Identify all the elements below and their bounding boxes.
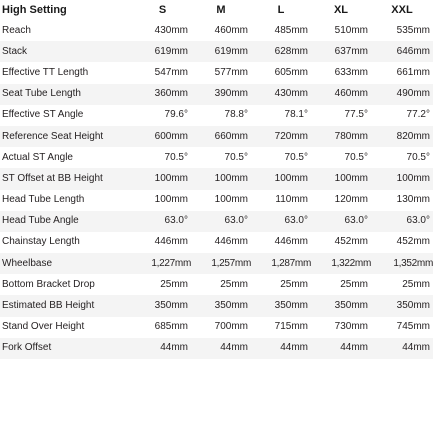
cell-s: 100mm: [134, 168, 191, 189]
table-row: [0, 147, 433, 168]
cell-xl: 510mm: [334, 24, 368, 36]
header-size-l: L: [277, 3, 285, 16]
cell-m: 390mm: [191, 84, 251, 105]
cell-l: 720mm: [251, 126, 311, 147]
cell-xxl: 820mm: [371, 126, 433, 147]
table-row: [0, 62, 433, 83]
table-row: [0, 20, 433, 41]
cell-xl: 77.5°: [344, 109, 368, 121]
header-size-s: S: [158, 3, 167, 16]
header-size-m: M: [216, 3, 226, 16]
cell-m: 25mm: [220, 278, 248, 290]
cell-xl: 70.5°: [344, 151, 368, 163]
table-row: [0, 338, 433, 359]
table-row: [0, 84, 433, 105]
cell-xl: 350mm: [311, 295, 371, 316]
row-label: Stand Over Height: [2, 321, 85, 333]
header-size-xl: XL: [333, 3, 349, 16]
cell-l: 110mm: [275, 194, 308, 206]
row-label: Reference Seat Height: [0, 126, 134, 147]
row-label: Wheelbase: [0, 253, 134, 274]
cell-xxl: 745mm: [396, 321, 430, 333]
cell-xxl: 490mm: [371, 84, 433, 105]
header-row: [0, 0, 433, 20]
cell-xxl: 646mm: [371, 41, 433, 62]
table-row: [0, 41, 433, 62]
cell-s: 619mm: [134, 41, 191, 62]
cell-xxl: 100mm: [371, 168, 433, 189]
cell-m: 100mm: [214, 194, 248, 206]
row-label: Effective ST Angle: [2, 109, 84, 121]
cell-m: 1,257mm: [191, 253, 251, 274]
cell-xl: 637mm: [311, 41, 371, 62]
cell-xxl: 70.5°: [406, 151, 430, 163]
cell-xxl: 25mm: [402, 278, 430, 290]
cell-m: 446mm: [214, 236, 248, 248]
cell-xl: 780mm: [311, 126, 371, 147]
cell-xxl: 44mm: [371, 338, 433, 359]
cell-xxl: 63.0°: [371, 211, 433, 232]
cell-m: 700mm: [214, 321, 248, 333]
table-row: [0, 317, 433, 338]
cell-s: 685mm: [154, 321, 188, 333]
cell-xxl: 350mm: [371, 295, 433, 316]
cell-m: 460mm: [214, 24, 248, 36]
geometry-table-body: [0, 20, 433, 359]
cell-l: 350mm: [251, 295, 311, 316]
header-size-xxl: XXL: [391, 3, 413, 16]
row-label: Head Tube Angle: [0, 211, 134, 232]
cell-l: 628mm: [251, 41, 311, 62]
cell-s: 350mm: [134, 295, 191, 316]
cell-xl: 452mm: [334, 236, 368, 248]
row-label: Reach: [2, 24, 31, 36]
row-label: Fork Offset: [0, 338, 134, 359]
table-row: [0, 105, 433, 126]
table-row: [0, 211, 433, 232]
cell-s: 63.0°: [134, 211, 191, 232]
row-label: Chainstay Length: [2, 236, 80, 248]
row-label: Effective TT Length: [2, 66, 89, 78]
cell-m: 70.5°: [224, 151, 248, 163]
cell-l: 70.5°: [284, 151, 308, 163]
cell-l: 1,287mm: [251, 253, 311, 274]
cell-m: 660mm: [191, 126, 251, 147]
cell-xl: 460mm: [311, 84, 371, 105]
cell-m: 63.0°: [191, 211, 251, 232]
row-label: Actual ST Angle: [2, 151, 73, 163]
cell-s: 430mm: [154, 24, 188, 36]
cell-xxl: 661mm: [396, 66, 430, 78]
cell-xl: 730mm: [334, 321, 368, 333]
cell-xxl: 535mm: [396, 24, 430, 36]
cell-xxl: 130mm: [396, 194, 430, 206]
table-row: [0, 295, 433, 316]
cell-s: 446mm: [154, 236, 188, 248]
cell-xxl: 1,352mm: [371, 253, 433, 274]
table-row: [0, 274, 433, 295]
cell-xxl: 452mm: [396, 236, 430, 248]
cell-xl: 25mm: [340, 278, 368, 290]
row-label: Seat Tube Length: [0, 84, 134, 105]
cell-l: 25mm: [280, 278, 308, 290]
cell-m: 100mm: [191, 168, 251, 189]
cell-xl: 44mm: [311, 338, 371, 359]
table-row: [0, 168, 433, 189]
cell-s: 1,227mm: [134, 253, 191, 274]
cell-l: 715mm: [274, 321, 308, 333]
cell-s: 100mm: [154, 194, 188, 206]
cell-xl: 1,322mm: [311, 253, 371, 274]
cell-xl: 633mm: [334, 66, 368, 78]
cell-l: 100mm: [251, 168, 311, 189]
row-label: Head Tube Length: [2, 194, 85, 206]
cell-l: 44mm: [251, 338, 311, 359]
cell-s: 25mm: [160, 278, 188, 290]
cell-l: 605mm: [274, 66, 308, 78]
header-setting: High Setting: [2, 3, 67, 16]
cell-m: 44mm: [191, 338, 251, 359]
cell-s: 600mm: [134, 126, 191, 147]
row-label: Stack: [0, 41, 134, 62]
cell-l: 430mm: [251, 84, 311, 105]
row-label: ST Offset at BB Height: [0, 168, 134, 189]
table-row: [0, 253, 433, 274]
cell-xl: 120mm: [334, 194, 368, 206]
cell-m: 350mm: [191, 295, 251, 316]
cell-l: 63.0°: [251, 211, 311, 232]
table-row: [0, 232, 433, 253]
table-row: [0, 190, 433, 211]
row-label: Bottom Bracket Drop: [2, 278, 95, 290]
cell-s: 44mm: [134, 338, 191, 359]
cell-m: 577mm: [214, 66, 248, 78]
cell-xxl: 77.2°: [406, 109, 430, 121]
cell-l: 78.1°: [284, 109, 308, 121]
cell-m: 619mm: [191, 41, 251, 62]
cell-l: 446mm: [274, 236, 308, 248]
cell-s: 79.6°: [164, 109, 188, 121]
cell-s: 360mm: [134, 84, 191, 105]
table-row: [0, 126, 433, 147]
cell-m: 78.8°: [224, 109, 248, 121]
cell-l: 485mm: [274, 24, 308, 36]
cell-xl: 100mm: [311, 168, 371, 189]
cell-s: 547mm: [154, 66, 188, 78]
row-label: Estimated BB Height: [0, 295, 134, 316]
cell-s: 70.5°: [164, 151, 188, 163]
cell-xl: 63.0°: [311, 211, 371, 232]
